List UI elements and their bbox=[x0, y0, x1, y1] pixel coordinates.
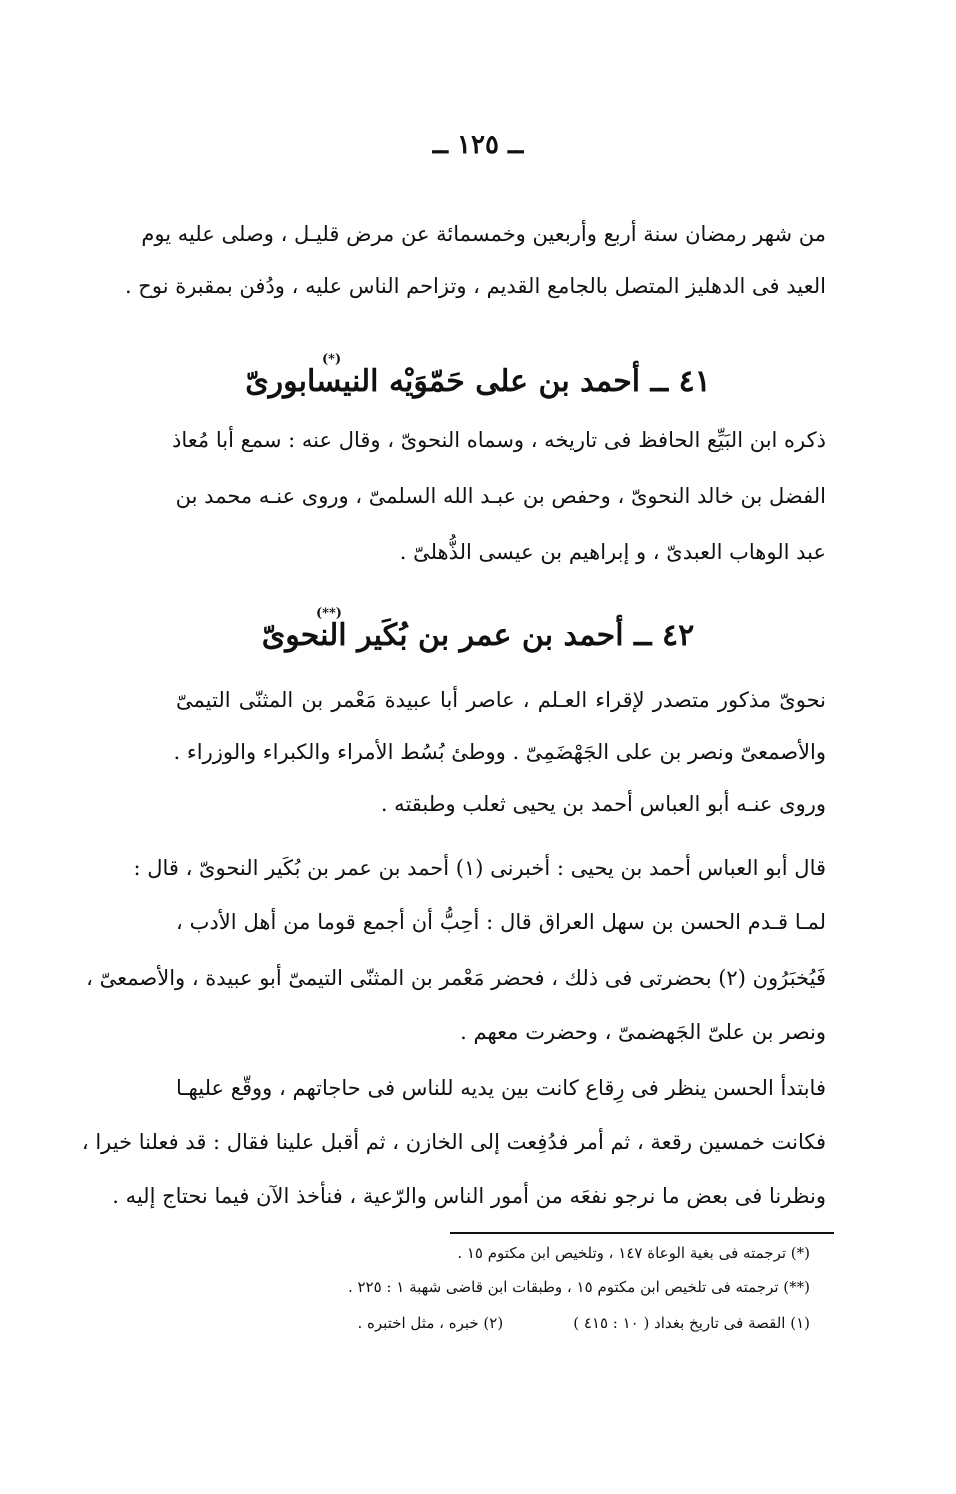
footnote-2: (**) ترجمته فى تلخيص ابن مكتوم ١٥ ، وطبقات ابن قاضى شهبة ١ : ٢٢٥ . bbox=[347, 1278, 810, 1296]
entry-41-title: ٤١ ــ أحمد بن على حَمّوَيْه النيسابورىّ bbox=[245, 364, 711, 399]
entry-41-heading bbox=[0, 352, 956, 406]
entry-42-heading bbox=[0, 606, 956, 660]
page-number: ــ ١٢٥ ــ bbox=[432, 130, 524, 160]
text-line: الفضل بن خالد النحوىّ ، وحفص بن عبـد الله السلمىّ ، وروى عنـه محمد بن bbox=[175, 484, 826, 508]
text-line: فكانت خمسين رقعة ، ثم أمر فدُفِعت إلى الخازن ، ثم أقبل علينا فقال : قد فعلنا خيرا ، bbox=[81, 1130, 826, 1154]
text-line: ونصر بن علىّ الجَهضمىّ ، وحضرت معهم . bbox=[460, 1020, 826, 1044]
footnote-rule bbox=[450, 1232, 834, 1234]
footnote-3 bbox=[200, 1312, 810, 1334]
text-line: عبد الوهاب العبدىّ ، و إبراهيم بن عيسى الذُّهلىّ . bbox=[399, 540, 826, 564]
footnote-3b: (٢) خبره ، مثل اختبره . bbox=[357, 1314, 504, 1332]
footnote-3a: (١) القصة فى تاريخ بغداد ( ١٠ : ٤١٥ ) bbox=[573, 1314, 810, 1332]
footnote-marker: (**) bbox=[316, 606, 342, 621]
footnote-1: (*) ترجمته فى بغية الوعاة ١٤٧ ، وتلخيص ابن مكتوم ١٥ . bbox=[457, 1244, 810, 1262]
text-line: والأصمعىّ ونصر بن على الجَهْضَمِىّ . ووطئ بُسُط الأمراء والكبراء والوزراء . bbox=[173, 740, 826, 764]
text-line: فَيُخبَرُون (٢) بحضرتى فى ذلك ، فحضر مَعْمر بن المثنّى التيمىّ أبو عبيدة ، والأصمعىّ ، bbox=[86, 966, 826, 990]
text-line: وروى عنـه أبو العباس أحمد بن يحيى ثعلب وطبقته . bbox=[380, 792, 826, 816]
text-line: لمـا قـدم الحسن بن سهل العراق قال : أحِبُّ أن أجمع قوما من أهل الأدب ، bbox=[176, 910, 826, 934]
text-line: قال أبو العباس أحمد بن يحيى : أخبرنى (١) أحمد بن عمر بن بُكَير النحوىّ ، قال : bbox=[133, 856, 826, 880]
text-line: فابتدأ الحسن ينظر فى رِقاع كانت بين يديه للناس فى حاجاتهم ، ووقّع عليهـا bbox=[176, 1076, 826, 1100]
footnote-marker: (*) bbox=[322, 352, 342, 367]
entry-42-title: ٤٢ ــ أحمد بن عمر بن بُكَير النحوىّ bbox=[261, 618, 695, 653]
text-line: نحوىّ مذكور متصدر لإقراء العـلم ، عاصر أبا عبيدة مَعْمر بن المثنّى التيمىّ bbox=[176, 688, 826, 712]
text-line: العيد فى الدهليز المتصل بالجامع القديم ، وتزاحم الناس عليه ، ودُفن بمقبرة نوح . bbox=[124, 274, 826, 298]
text-line: ذكره ابن البَيِّع الحافظ فى تاريخه ، وسماه النحوىّ ، وقال عنه : سمع أبا مُعاذ bbox=[172, 428, 826, 452]
text-line: ونظرنا فى بعض ما نرجو نفعَه من أمور الناس والرّعية ، فنأخذ الآن فيما نحتاج إليه . bbox=[112, 1184, 826, 1208]
text-line: من شهر رمضان سنة أربع وأربعين وخمسمائة عن مرض قليـل ، وصلى عليه يوم bbox=[141, 222, 826, 246]
